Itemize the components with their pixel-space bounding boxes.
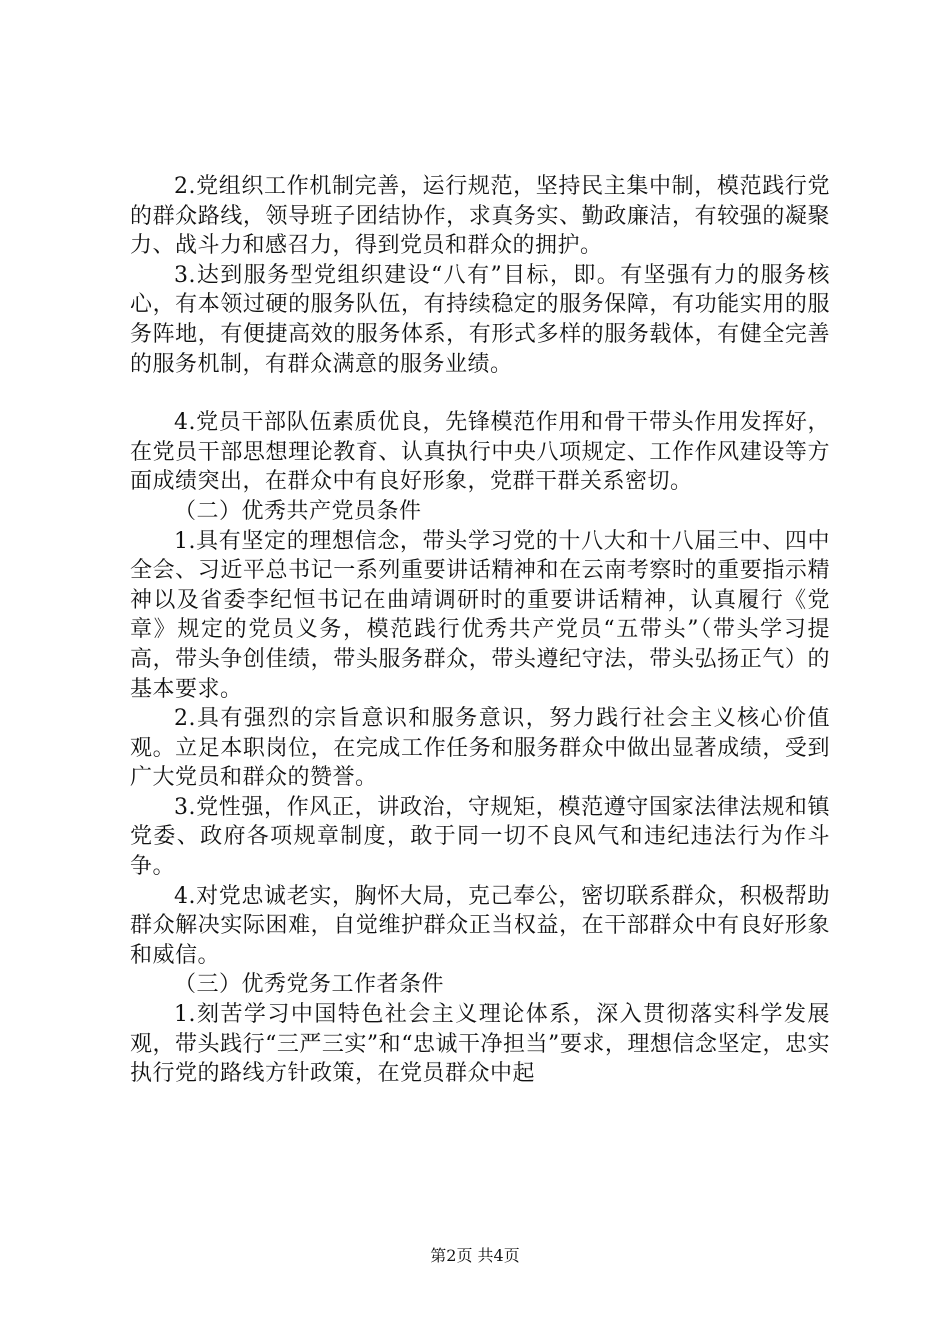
paragraph-2: 3.达到服务型党组织建设“八有”目标，即。有坚强有力的服务核心，有本领过硬的服务队伍，有持续稳定的服务保障，有功能实用的服务阵地，有便捷高效的服务体系，有形式多样的服务载体，有健全完善的服务机制，有群众满意的服务业绩。 bbox=[130, 262, 830, 377]
section-heading-2: （二）优秀共产党员条件 bbox=[174, 498, 422, 524]
paragraph-4: 1.具有坚定的理想信念，带头学习党的十八大和十八届三中、四中全会、习近平总书记一系列重要讲话精神和在云南考察时的重要指示精神以及省委李纪恒书记在曲靖调研时的重要讲话精神，认真履行《党章》规定的党员义务，模范践行优秀共产党员“五带头”（带头学习提高，带头争创佳绩，带头服务群众，带头遵纪守法，带头弘扬正气）的基本要求。 bbox=[130, 528, 830, 702]
paragraph-5: 2.具有强烈的宗旨意识和服务意识，努力践行社会主义核心价值观。立足本职岗位，在完成工作任务和服务群众中做出显著成绩，受到广大党员和群众的赞誉。 bbox=[130, 706, 830, 791]
paragraph-3: 4.党员干部队伍素质优良，先锋模范作用和骨干带头作用发挥好，在党员干部思想理论教育、认真执行中央八项规定、工作作风建设等方面成绩突出，在群众中有良好形象，党群干群关系密切。 bbox=[130, 410, 830, 495]
document-body bbox=[130, 172, 830, 1089]
paragraph-7: 4.对党忠诚老实，胸怀大局，克己奉公，密切联系群众，积极帮助群众解决实际困难，自觉维护群众正当权益，在干部群众中有良好形象和威信。 bbox=[130, 883, 830, 968]
paragraph-spacer bbox=[130, 379, 830, 408]
paragraph-8: 1.刻苦学习中国特色社会主义理论体系，深入贯彻落实科学发展观，带头践行“三严三实”和“忠诚干净担当”要求，理想信念坚定，忠实执行党的路线方针政策，在党员群众中起 bbox=[130, 1002, 830, 1087]
paragraph-1: 2.党组织工作机制完善，运行规范，坚持民主集中制，模范践行党的群众路线，领导班子团结协作，求真务实、勤政廉洁，有较强的凝聚力、战斗力和感召力，得到党员和群众的拥护。 bbox=[130, 174, 830, 259]
paragraph-6: 3.党性强，作风正，讲政治，守规矩，模范遵守国家法律法规和镇党委、政府各项规章制度，敢于同一切不良风气和违纪违法行为作斗争。 bbox=[130, 794, 830, 880]
section-heading-3: （三）优秀党务工作者条件 bbox=[174, 972, 445, 998]
page-footer: 第2页 共4页 bbox=[430, 1246, 520, 1265]
